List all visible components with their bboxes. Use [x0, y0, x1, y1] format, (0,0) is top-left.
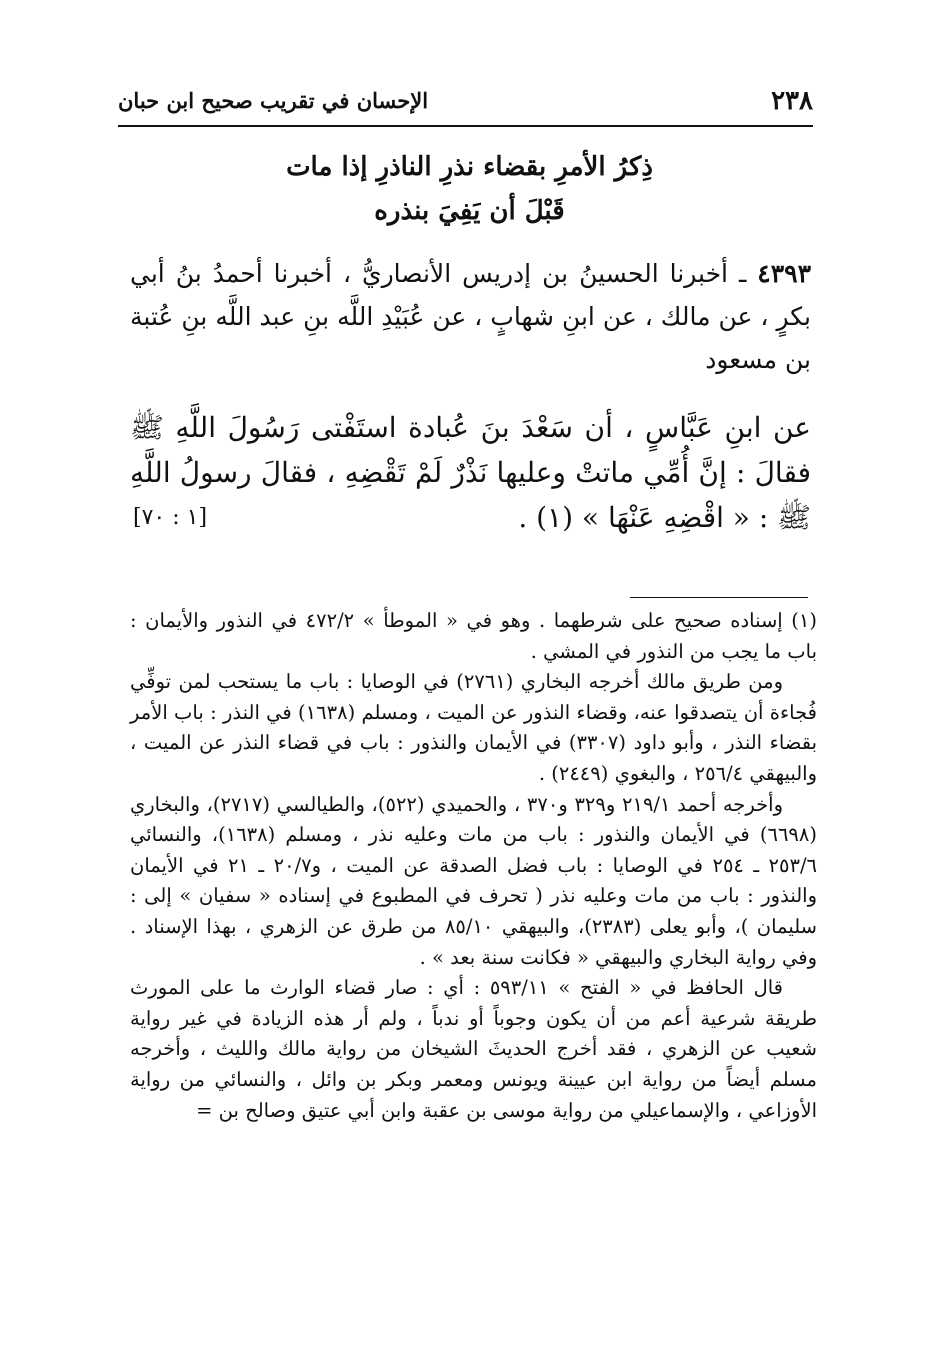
hadith-text: عن ابنِ عَبَّاسٍ ، أن سَعْدَ بنَ عُبادة استَفْتى رَسُولَ اللَّهِ ﷺ فقالَ : إنَّ أُمِّي ماتتْ وعليها نَذْرٌ لَمْ تَقْضِهِ ، فقالَ رسولُ اللَّهِ ﷺ : « اقْضِهِ عَنْهَا » (١) .: [130, 411, 811, 534]
footnote-paragraph: قال الحافظ في « الفتح » ٥٩٣/١١ : أي : صار قضاء الوارث ما على المورث طريقة شرعية أعم من أن يكون وجوباً أو ندباً ، ولم أر هذه الزيادة في غير رواية شعيب عن الزهري ، فقد أخرج الحديثَ الشيخان من رواية مالك والليث ، وأخرجه مسلم أيضاً من رواية ابن عيينة ويونس ومعمر وبكر بن وائل ، والنسائي من رواية الأوزاعي ، والإسماعيلي من رواية موسى بن عقبة وابن أبي عتيق وصالح بن =: [130, 976, 817, 1122]
footnote-1: (١) إسناده صحيح على شرطهما . وهو في « الموطأ » ٤٧٢/٢ في النذور والأيمان : باب ما يجب من النذور في المشي .: [130, 609, 817, 663]
chapter-title-line2: قَبْلَ أن يَفِيَ بنذره: [374, 196, 565, 226]
page-number: ٢٣٨: [771, 86, 813, 116]
running-header: [118, 84, 813, 122]
footnotes: [130, 606, 817, 1126]
chapter-title-line1: ذِكرُ الأمرِ بقضاء نذرِ الناذرِ إذا مات: [286, 152, 653, 182]
footnote-divider: [630, 597, 808, 598]
footnote-paragraph: وأخرجه أحمد ٢١٩/١ و٣٢٩ و٣٧٠ ، والحميدي (٥٢٢)، والطيالسي (٢٧١٧)، والبخاري (٦٦٩٨) في الأيمان والنذور : باب من مات وعليه نذر ، ومسلم (١٦٣٨)، والنسائي ٢٥٣/٦ ـ ٢٥٤ في الوصايا : باب فضل الصدقة عن الميت ، و٢٠/٧ ـ ٢١ في الأيمان والنذور : باب من مات وعليه نذر ( تحرف في المطبوع في إسناده « سفيان » إلى : سليمان )، وأبو يعلى (٢٣٨٣)، والبيهقي ٨٥/١٠ من طرق عن الزهري ، بهذا الإسناد . وفي رواية البخاري والبيهقي « فكانت سنة بعد » .: [130, 792, 818, 969]
footnote-paragraph: ومن طريق مالك أخرجه البخاري (٢٧٦١) في الوصايا : باب ما يستحب لمن توفِّي فُجاءة أن يتصدقوا عنه، وقضاء النذور عن الميت ، ومسلم (١٦٣٨) في النذر : باب الأمر بقضاء النذر ، وأبو داود (٣٣٠٧) في الأيمان والنذور : باب في قضاء النذر عن الميت ، والبيهقي ٢٥٦/٤ ، والبغوي (٢٤٤٩) .: [130, 670, 817, 785]
hadith-matn: [130, 405, 811, 540]
hadith-number: ٤٣٩٣: [757, 259, 811, 288]
hadith-reference: [١ : ٧٠]: [133, 505, 208, 530]
isnad-text: ـ أخبرنا الحسينُ بن إدريس الأنصاريُّ ، أخبرنا أحمدُ بنُ أبي بكرٍ ، عن مالك ، عن ابنِ شهابٍ ، عن عُبَيْدِ اللَّه بنِ عبد اللَّه بنِ عُتبة بن مسعود: [130, 259, 811, 374]
header-divider: [118, 125, 813, 127]
isnad-paragraph: [130, 252, 811, 381]
book-title: الإحسان في تقريب صحيح ابن حبان: [118, 88, 429, 113]
